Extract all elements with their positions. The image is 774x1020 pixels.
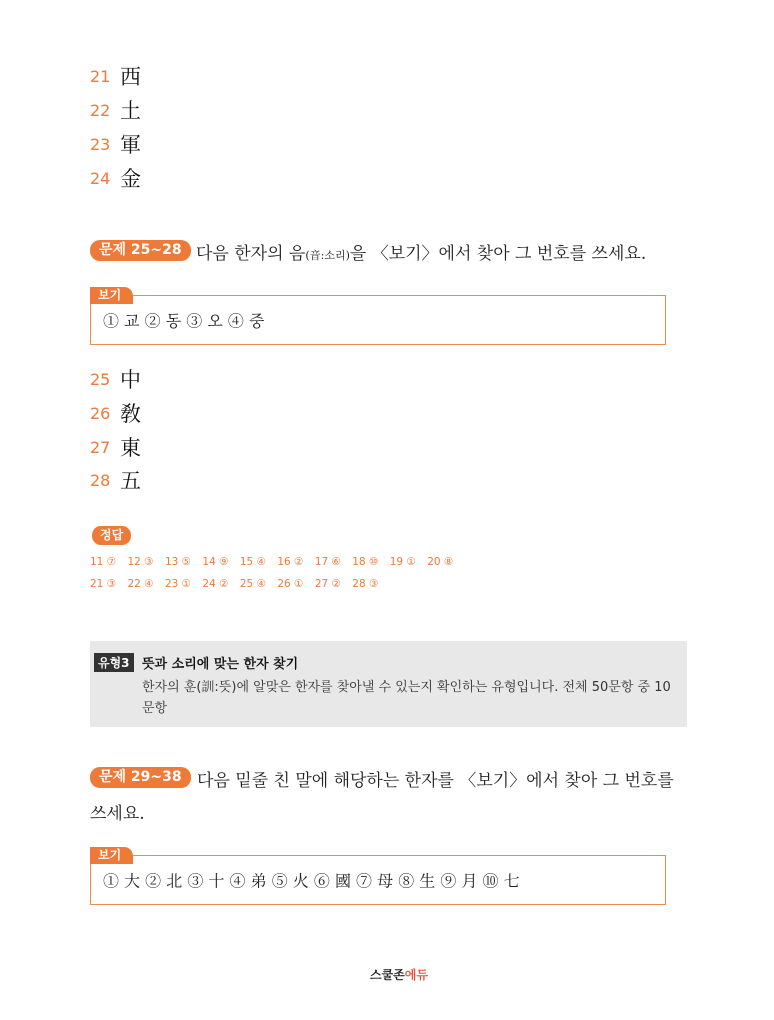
answer-item: 11 ⑦ [90, 556, 117, 568]
answer-item: 12 ③ [127, 556, 154, 568]
hanja-char: 軍 [120, 133, 141, 157]
question-23 [90, 129, 141, 159]
prompt-small-text: (音:소리) [305, 249, 350, 262]
answer-item: 21 ③ [90, 578, 117, 590]
answer-item: 17 ⑥ [314, 556, 341, 568]
question-22 [90, 95, 141, 125]
question-number: 26 [90, 403, 111, 423]
answer-item: 16 ② [277, 556, 304, 568]
answer-item: 22 ④ [127, 578, 154, 590]
hanja-char: 五 [120, 469, 141, 493]
problem-badge-25-28: 문제 25~28 [90, 240, 191, 261]
question-number: 24 [90, 168, 111, 188]
example-options: ① 교 ② 동 ③ 오 ④ 중 [103, 311, 265, 331]
question-number: 22 [90, 100, 111, 120]
problem-prompt-29-38-line2: 쓰세요. [90, 804, 145, 824]
example-label: 보기 [90, 287, 133, 304]
hanja-char: 敎 [120, 402, 141, 426]
answer-line-1 [90, 556, 453, 568]
example-box-2 [90, 855, 666, 905]
type-description: 한자의 훈(訓:뜻)에 알맞은 한자를 찾아낼 수 있는지 확인하는 유형입니다. 전체 50문항 중 10문항 [142, 680, 671, 716]
question-21 [90, 61, 141, 91]
answer-item: 15 ④ [239, 556, 266, 568]
answer-item: 14 ⑨ [202, 556, 229, 568]
question-number: 21 [90, 66, 111, 86]
answer-item: 13 ⑤ [164, 556, 192, 568]
hanja-char: 土 [120, 99, 141, 123]
answer-line-2 [90, 578, 378, 590]
answer-item: 20 ⑧ [427, 556, 454, 568]
hanja-char: 西 [120, 65, 141, 89]
answer-badge: 정답 [92, 526, 131, 545]
question-number: 28 [90, 470, 111, 490]
answer-item: 19 ① [389, 556, 416, 568]
type-info-box [90, 641, 687, 727]
answer-item: 23 ① [164, 578, 192, 590]
question-27 [90, 432, 141, 462]
question-number: 25 [90, 369, 111, 389]
answer-item: 27 ② [314, 578, 341, 590]
answer-item: 28 ③ [352, 578, 379, 590]
question-24 [90, 163, 141, 193]
answer-item: 18 ⑩ [352, 556, 379, 568]
answer-item: 25 ④ [239, 578, 266, 590]
logo-part-1: 스쿨존 [370, 968, 405, 982]
problem-badge-29-38: 문제 29~38 [90, 767, 191, 788]
question-26 [90, 398, 141, 428]
example-box [90, 295, 666, 345]
logo-part-2: 에듀 [404, 968, 428, 982]
question-28 [90, 465, 141, 495]
question-25 [90, 364, 141, 394]
prompt-text: 다음 한자의 음 [196, 244, 306, 264]
prompt-text-after: 을 〈보기〉에서 찾아 그 번호를 쓰세요. [349, 244, 647, 264]
question-number: 27 [90, 437, 111, 457]
hanja-char: 東 [120, 436, 141, 460]
answer-item: 24 ② [202, 578, 229, 590]
schoolzone-logo [370, 966, 428, 983]
example-options-2: ① 大 ② 北 ③ 十 ④ 弟 ⑤ 火 ⑥ 國 ⑦ 母 ⑧ 生 ⑨ 月 ⑩ 七 [103, 871, 520, 891]
question-number: 23 [90, 134, 111, 154]
type-title: 뜻과 소리에 맞는 한자 찾기 [142, 657, 299, 672]
type-tag: 유형3 [94, 653, 134, 672]
answer-item: 26 ① [277, 578, 304, 590]
problem-prompt-25-28 [196, 239, 646, 264]
hanja-char: 金 [120, 167, 141, 191]
hanja-char: 中 [120, 368, 141, 392]
problem-prompt-29-38-line1: 다음 밑줄 친 말에 해당하는 한자를 〈보기〉에서 찾아 그 번호를 [197, 771, 674, 791]
example-label-2: 보기 [90, 847, 133, 864]
